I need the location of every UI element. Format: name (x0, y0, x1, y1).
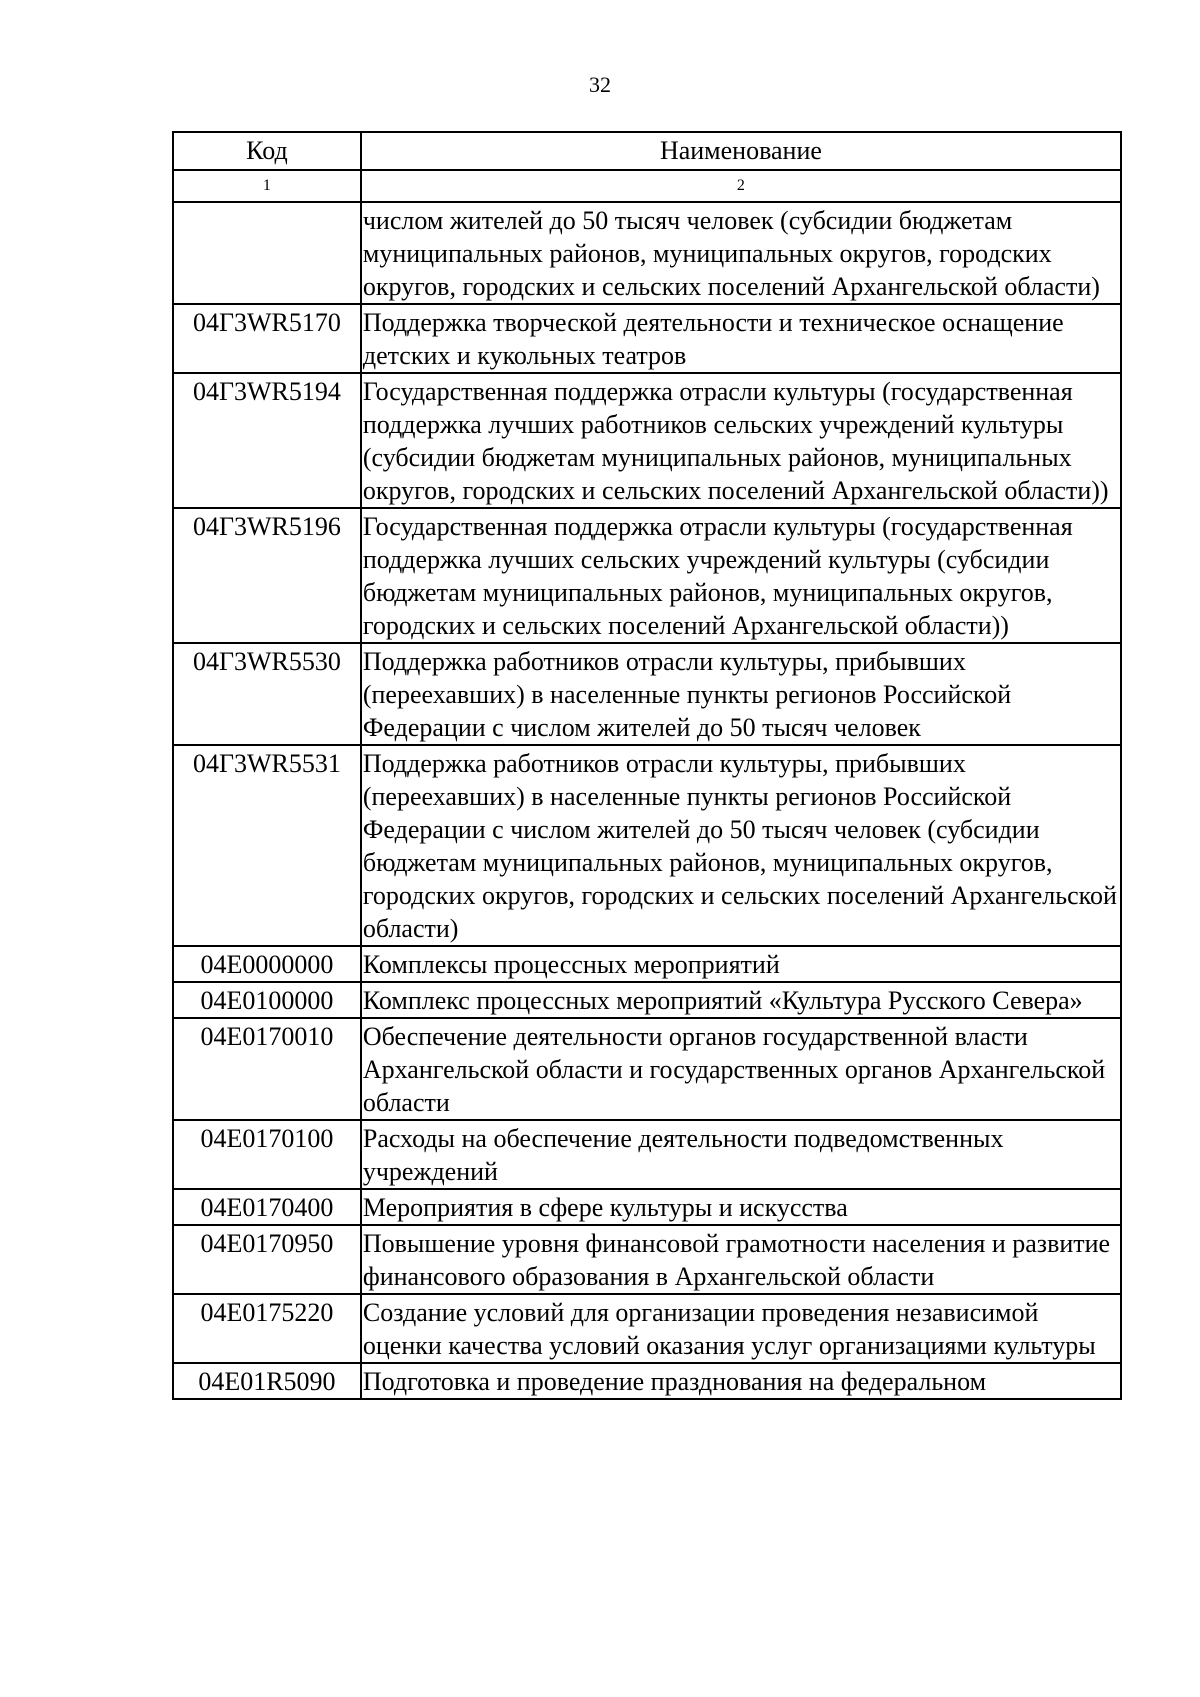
row-code: 04Г3WR5194 (173, 373, 361, 508)
row-name: Обеспечение деятельности органов государственной власти Архангельской области и государственных органов Архангельской области (361, 1018, 1121, 1120)
row-code: 04Е01R5090 (173, 1363, 361, 1399)
row-name: Государственная поддержка отрасли культуры (государственная поддержка лучших сельских учреждений культуры (субсидии бюджетам муниципальных районов, муниципальных округов, городских и сельских поселений Архангельской области)) (361, 508, 1121, 643)
row-code: 04Г3WR5531 (173, 745, 361, 946)
row-name: Государственная поддержка отрасли культуры (государственная поддержка лучших работников сельских учреждений культуры (субсидии бюджетам муниципальных районов, муниципальных округов, городских и сельских поселений Архангельской области)) (361, 373, 1121, 508)
row-code: 04Е0170100 (173, 1120, 361, 1189)
row-name: числом жителей до 50 тысяч человек (субсидии бюджетам муниципальных районов, муниципальных округов, городских округов, городских и сельских поселений Архангельской области) (361, 202, 1121, 304)
row-name: Поддержка работников отрасли культуры, прибывших (переехавших) в населенные пункты регионов Российской Федерации с числом жителей до 50 тысяч человек (361, 643, 1121, 745)
table-row (173, 1363, 1121, 1399)
column-number-2: 2 (361, 170, 1121, 202)
row-name: Комплексы процессных мероприятий (361, 946, 1121, 982)
table-row (173, 202, 1121, 304)
row-code: 04Е0170400 (173, 1189, 361, 1225)
row-code: 04Е0100000 (173, 982, 361, 1018)
table-row (173, 1294, 1121, 1363)
table-row (173, 1189, 1121, 1225)
row-code (173, 202, 361, 304)
table-row (173, 745, 1121, 946)
table-row (173, 1018, 1121, 1120)
table-row (173, 643, 1121, 745)
row-name: Мероприятия в сфере культуры и искусства (361, 1189, 1121, 1225)
table-header-row (173, 132, 1121, 170)
row-name: Повышение уровня финансовой грамотности населения и развитие финансового образования в Архангельской области (361, 1225, 1121, 1294)
row-code: 04Г3WR5196 (173, 508, 361, 643)
row-name: Создание условий для организации проведения независимой оценки качества условий оказания услуг организациями культуры (361, 1294, 1121, 1363)
table-row (173, 946, 1121, 982)
row-name: Поддержка творческой деятельности и техническое оснащение детских и кукольных театров (361, 304, 1121, 373)
budget-code-table (172, 131, 1122, 1400)
row-name: Подготовка и проведение празднования на федеральном (361, 1363, 1121, 1399)
header-name: Наименование (361, 132, 1121, 170)
column-number-row (173, 170, 1121, 202)
row-name: Комплекс процессных мероприятий «Культура Русского Севера» (361, 982, 1121, 1018)
table-row (173, 373, 1121, 508)
page-number: 32 (589, 72, 611, 97)
row-code: 04Г3WR5170 (173, 304, 361, 373)
table-row (173, 1225, 1121, 1294)
row-code: 04Г3WR5530 (173, 643, 361, 745)
row-code: 04Е0170010 (173, 1018, 361, 1120)
table-row (173, 982, 1121, 1018)
row-name: Расходы на обеспечение деятельности подведомственных учреждений (361, 1120, 1121, 1189)
table-row (173, 304, 1121, 373)
header-code: Код (173, 132, 361, 170)
row-code: 04Е0175220 (173, 1294, 361, 1363)
row-code: 04Е0000000 (173, 946, 361, 982)
column-number-1: 1 (173, 170, 361, 202)
table-row (173, 1120, 1121, 1189)
row-name: Поддержка работников отрасли культуры, прибывших (переехавших) в населенные пункты регионов Российской Федерации с числом жителей до 50 тысяч человек (субсидии бюджетам муниципальных районов, муниципальных округов, городских округов, городских и сельских поселений Архангельской области) (361, 745, 1121, 946)
row-code: 04Е0170950 (173, 1225, 361, 1294)
table-row (173, 508, 1121, 643)
